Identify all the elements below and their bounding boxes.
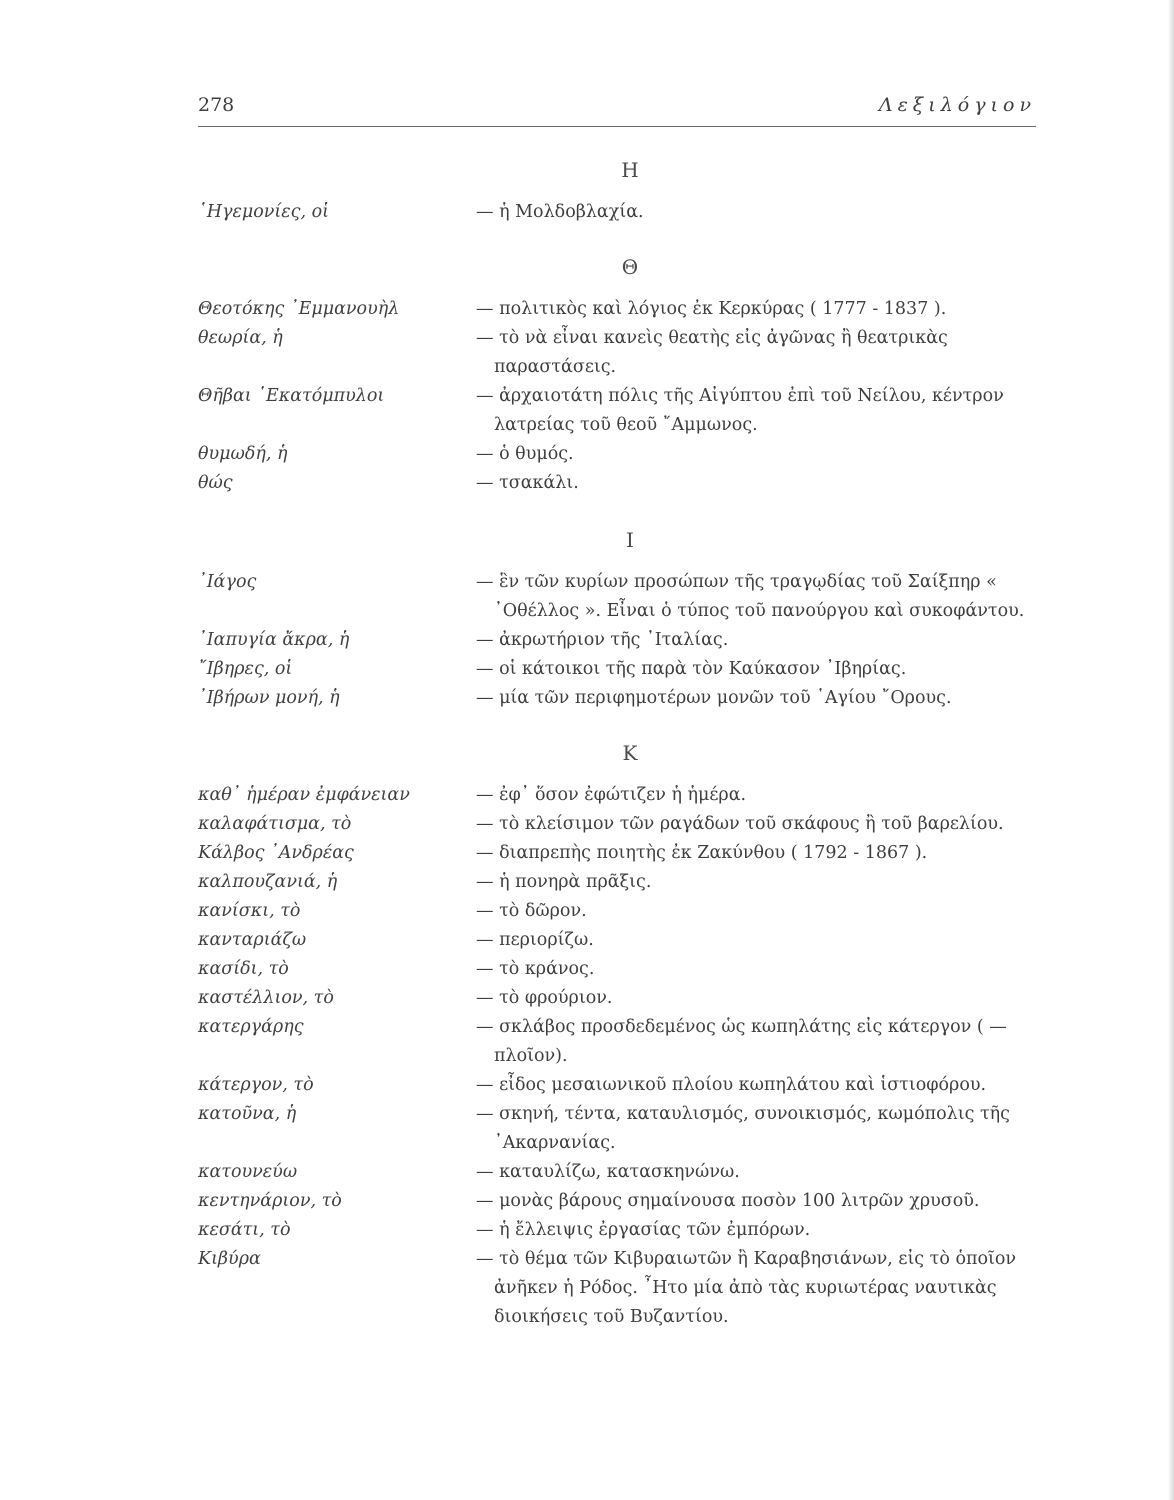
entry-term: κανταριάζω [198,930,307,950]
entry-term: καλαφάτισμα, τὸ [198,814,352,834]
glossary-entry [198,1071,1038,1100]
entry-definition: — τσακάλι. [476,473,579,493]
entry-term: ῾Ηγεμονίες, οἱ [198,202,329,222]
entry-term: θεωρία, ἡ [198,328,283,348]
section-iota [198,526,1038,713]
entry-term: Κάλβος ᾿Ανδρέας [198,843,354,863]
glossary-entry [198,781,1038,810]
entry-definition: — τὸ δῶρον. [476,901,587,921]
glossary-entry [198,955,1038,984]
entry-term: ῎Ιβηρες, οἱ [198,659,293,679]
section-eta [198,156,1038,227]
entry-definition: — τὸ κλείσιμον τῶν ραγάδων τοῦ σκάφους ἢ τοῦ βαρελίου. [476,814,1004,834]
glossary-entry [198,1187,1038,1216]
glossary-entry [198,897,1038,926]
glossary-entry [198,984,1038,1013]
entry-term: Κιβύρα [198,1249,261,1269]
scan-edge-shadow [1168,0,1174,1500]
glossary-entry [198,684,1038,713]
section-kappa [198,739,1038,1332]
entry-definition: — σκλάβος προσδεδεμένος ὡς κωπηλάτης εἰς κάτεργον ( — πλοῖον). [476,1017,1007,1066]
glossary-entry [198,926,1038,955]
glossary-entry [198,295,1038,324]
entry-term: θώς [198,473,233,493]
entry-definition: — μονὰς βάρους σημαίνουσα ποσὸν 100 λιτρῶν χρυσοῦ. [476,1191,980,1211]
entry-definition: — ἡ πονηρὰ πρᾶξις. [476,872,652,892]
glossary-entry [198,324,1038,382]
entry-term: κασίδι, τὸ [198,959,289,979]
entry-definition: — ἀκρωτήριον τῆς ᾿Ιταλίας. [476,630,729,650]
header-rule [198,126,1036,127]
glossary-body [198,156,1038,1332]
entry-definition: — ἡ Μολδοβλαχία. [476,202,644,222]
glossary-entry [198,626,1038,655]
glossary-entry [198,868,1038,897]
page-number: 278 [198,94,235,116]
glossary-entry [198,810,1038,839]
entry-term: καλπουζανιά, ἡ [198,872,338,892]
entry-term: Θεοτόκης ᾿Εμμανουὴλ [198,299,400,319]
entry-term: Θῆβαι ῾Εκατόμπυλοι [198,386,385,406]
section-letter: Η [621,158,639,182]
entry-definition: — διαπρεπὴς ποιητὴς ἐκ Ζακύνθου ( 1792 - 1867 ). [476,843,928,863]
entry-definition: — τὸ φρούριον. [476,988,613,1008]
glossary-entry [198,1158,1038,1187]
entry-definition: — πολιτικὸς καὶ λόγιος ἐκ Κερκύρας ( 1777 - 1837 ). [476,299,947,319]
glossary-entry [198,1100,1038,1158]
entry-term: καστέλλιον, τὸ [198,988,334,1008]
glossary-entry [198,839,1038,868]
entry-definition: — τὸ θέμα τῶν Κιβυραιωτῶν ἢ Καραβησιάνων, εἰς τὸ ὁποῖον ἀνῆκεν ἡ Ρόδος. ῏Ητο μία ἀπὸ τὰς κυριωτέρας ναυτικὰς διοικήσεις τοῦ Βυζαντίου. [476,1249,1017,1327]
entry-term: ᾿Ιαπυγία ἄκρα, ἡ [198,630,350,650]
section-letter: Κ [622,741,638,765]
entry-definition: — ἀρχαιοτάτη πόλις τῆς Αἰγύπτου ἐπὶ τοῦ Νείλου, κέντρον λατρείας τοῦ θεοῦ ῎Αμμωνος. [476,386,1004,435]
glossary-entry [198,1013,1038,1071]
glossary-entry [198,568,1038,626]
entry-definition: — καταυλίζω, κατασκηνώνω. [476,1162,740,1182]
entry-definition: — οἱ κάτοικοι τῆς παρὰ τὸν Καύκασον ᾿Ιβηρίας. [476,659,907,679]
glossary-entry [198,655,1038,684]
entry-term: θυμωδή, ἡ [198,444,288,464]
entry-definition: — ὁ θυμός. [476,444,574,464]
entry-definition: — ἡ ἔλλειψις ἐργασίας τῶν ἐμπόρων. [476,1220,811,1240]
entry-term: ᾿Ιάγος [198,572,257,592]
entry-term: καθ᾿ ἡμέραν ἐμφάνειαν [198,785,410,805]
entry-term: κατεργάρης [198,1017,304,1037]
entry-definition: — τὸ κράνος. [476,959,595,979]
glossary-entry [198,1245,1038,1332]
entry-definition: — εἶδος μεσαιωνικοῦ πλοίου κωπηλάτου καὶ ἱστιοφόρου. [476,1075,987,1095]
entry-definition: — τὸ νὰ εἶναι κανεὶς θεατὴς εἰς ἀγῶνας ἢ θεατρικὰς παραστάσεις. [476,328,948,377]
glossary-entry [198,469,1038,498]
entry-definition: — περιορίζω. [476,930,594,950]
glossary-entry [198,1216,1038,1245]
entry-definition: — σκηνή, τέντα, καταυλισμός, συνοικισμός, κωμόπολις τῆς ᾿Ακαρνανίας. [476,1104,1010,1153]
entry-term: κανίσκι, τὸ [198,901,301,921]
entry-term: κατοῦνα, ἡ [198,1104,297,1124]
entry-term: κεσάτι, τὸ [198,1220,291,1240]
running-title: Λεξιλόγιον [878,94,1036,116]
section-theta [198,253,1038,498]
entry-definition: — ἐφ᾿ ὅσον ἐφώτιζεν ἡ ἡμέρα. [476,785,747,805]
glossary-entry [198,440,1038,469]
page-header [198,94,1036,124]
section-letter: Θ [621,255,639,279]
section-letter: Ι [626,528,634,552]
entry-term: ᾿Ιβήρων μονή, ἡ [198,688,340,708]
entry-definition: — μία τῶν περιφημοτέρων μονῶν τοῦ ῾Αγίου ῎Ορους. [476,688,952,708]
entry-term: κεντηνάριον, τὸ [198,1191,342,1211]
entry-term: κατουνεύω [198,1162,298,1182]
glossary-entry [198,382,1038,440]
entry-term: κάτεργον, τὸ [198,1075,314,1095]
glossary-entry [198,198,1038,227]
entry-definition: — ἓν τῶν κυρίων προσώπων τῆς τραγῳδίας τοῦ Σαίξπηρ « ᾿Οθέλλος ». Εἶναι ὁ τύπος τοῦ πανούργου καὶ συκοφάντου. [476,572,1025,621]
